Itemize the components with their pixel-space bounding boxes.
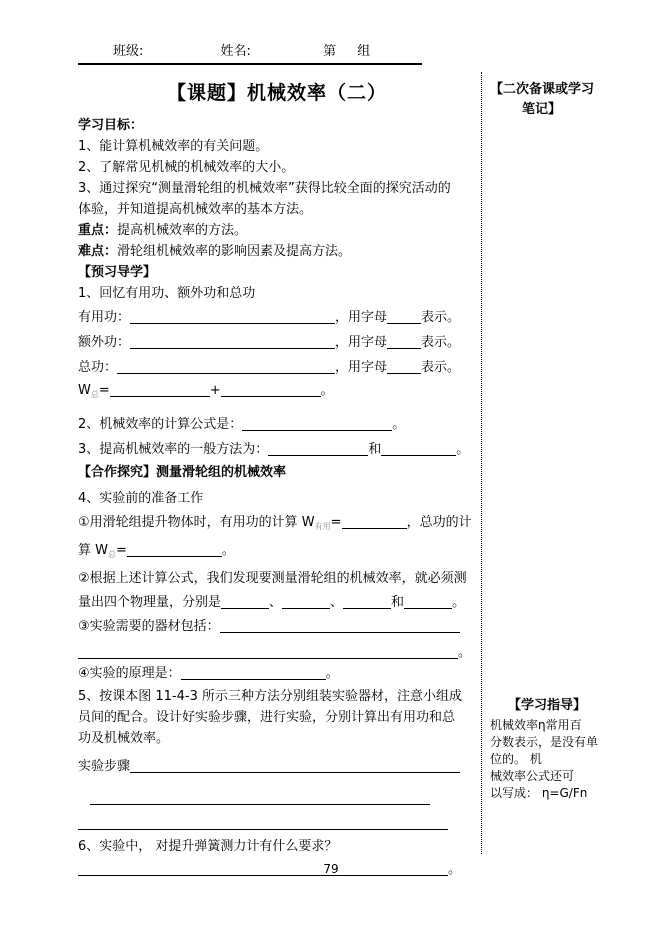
text: =	[330, 515, 342, 530]
subscript-text: 总	[90, 390, 99, 399]
sidebar-notes-title	[490, 80, 658, 120]
text: 2、机械效率的计算公式是：	[78, 417, 243, 432]
text: =	[98, 383, 110, 398]
text: ①用滑轮组提升物体时，有用功的计算 W	[78, 515, 315, 530]
fill-in-blank[interactable]	[387, 309, 421, 324]
bold-text: 重点：	[78, 223, 118, 238]
text: ，用字母	[335, 335, 388, 350]
bold-text: 【合作探究】测量滑轮组的机械效率	[78, 465, 287, 480]
fill-in-blank[interactable]	[181, 665, 326, 680]
fill-in-blank[interactable]	[221, 594, 269, 609]
sidebar-study-guide	[490, 697, 658, 802]
content-line	[78, 512, 476, 537]
content-line	[78, 199, 476, 220]
text: 、	[330, 595, 344, 610]
sidebar	[490, 80, 658, 802]
fill-in-blank[interactable]	[130, 334, 335, 349]
subscript-text: 总	[108, 550, 116, 559]
fill-in-blank[interactable]	[242, 416, 392, 431]
notes-title-line2: 笔记】	[522, 102, 562, 117]
content-line	[78, 642, 476, 663]
text: 。	[221, 543, 235, 558]
content-line	[78, 136, 476, 157]
content-line	[78, 663, 476, 684]
guide-line: 位的。 机	[490, 752, 542, 766]
text: 算 W	[78, 543, 108, 558]
subscript-text: 有用	[314, 522, 331, 531]
text: 。	[392, 417, 406, 432]
content-line	[78, 616, 476, 637]
content-line	[78, 178, 476, 199]
content-line	[78, 728, 476, 749]
text: 额外功：	[78, 335, 131, 350]
text: ，用字母	[335, 310, 388, 325]
content-line	[78, 115, 476, 136]
content-line	[78, 592, 476, 613]
text: 体验，并知道提高机械效率的基本方法。	[78, 202, 313, 217]
group-prefix-label: 第	[323, 44, 337, 59]
content-line	[78, 414, 476, 435]
guide-line: 分数表示，是没有单	[490, 735, 599, 749]
text: 、	[269, 595, 283, 610]
page-title: 【课题】机械效率（二）	[166, 82, 387, 104]
text: =	[116, 543, 127, 558]
text: 1、能计算机械效率的有关问题。	[78, 139, 269, 154]
header	[0, 40, 662, 59]
text: 实验步骤	[78, 759, 131, 774]
text: 。	[325, 666, 339, 681]
fill-in-blank[interactable]	[282, 594, 330, 609]
text: 6、实验中， 对提升弹簧测力计有什么要求？	[78, 839, 338, 854]
fill-in-blank[interactable]	[117, 359, 335, 374]
content-line	[78, 462, 476, 483]
bold-text: 学习目标：	[78, 118, 144, 133]
text: 表示。	[421, 310, 461, 325]
text: 表示。	[421, 335, 461, 350]
notes-title-line1: 【二次备课或学习	[490, 82, 595, 97]
text: ，用字母	[335, 360, 388, 375]
text: 表示。	[421, 360, 461, 375]
text: ②根据上述计算公式，我们发现要测量滑轮组的机械效率，就必须测	[78, 571, 467, 586]
guide-title: 【学习指导】	[508, 698, 587, 713]
text: +	[209, 383, 221, 398]
fill-in-blank[interactable]	[127, 542, 222, 557]
content-lines	[78, 115, 476, 880]
content-line	[78, 540, 476, 565]
fill-in-blank[interactable]	[78, 644, 458, 659]
content-line	[78, 488, 476, 509]
text: 和	[391, 595, 405, 610]
fill-in-blank[interactable]	[78, 815, 448, 830]
fill-in-blank[interactable]	[221, 382, 321, 397]
fill-in-blank[interactable]	[130, 758, 460, 773]
content-line	[78, 357, 476, 378]
guide-line: 械效率公式还可	[490, 769, 575, 783]
fill-in-blank[interactable]	[342, 514, 407, 529]
fill-in-blank[interactable]	[130, 309, 335, 324]
text: 。	[456, 442, 470, 457]
fill-in-blank[interactable]	[110, 382, 210, 397]
text: 3、提高机械效率的一般方法为：	[78, 442, 269, 457]
text: 总功：	[78, 360, 118, 375]
class-label: 班级:	[113, 44, 144, 59]
text: 提高机械效率的方法。	[117, 223, 248, 238]
group-suffix-label: 组	[357, 44, 371, 59]
fill-in-blank[interactable]	[387, 359, 421, 374]
content-line	[78, 686, 476, 707]
fill-in-blank[interactable]	[268, 441, 368, 456]
text: 滑轮组机械效率的影响因素及提高方法。	[117, 244, 352, 259]
fill-in-blank[interactable]	[90, 790, 430, 805]
content-line	[78, 813, 476, 834]
bold-text: 【预习导学】	[78, 265, 157, 280]
fill-in-blank[interactable]	[381, 441, 456, 456]
bold-text: 难点：	[78, 244, 118, 259]
text: 1、回忆有用功、额外功和总功	[78, 286, 256, 301]
text: 员间的配合。设计好实验步骤，进行实验，分别计算出有用功和总	[78, 710, 456, 725]
text: 。	[448, 862, 462, 877]
text: 5、按课本图 11-4-3 所示三种方法分别组装实验器材，注意小组成	[78, 689, 463, 704]
text: 量出四个物理量，分别是	[78, 595, 222, 610]
name-label: 姓名:	[220, 44, 251, 59]
text: 3、通过探究“测量滑轮组的机械效率”获得比较全面的探究活动的	[78, 181, 451, 196]
text: ③实验需要的器材包括：	[78, 619, 220, 634]
text: 有用功：	[78, 310, 131, 325]
fill-in-blank[interactable]	[343, 594, 391, 609]
content-line	[78, 707, 476, 728]
content-line	[78, 788, 476, 809]
header-rule	[78, 63, 422, 65]
content-line	[78, 283, 476, 304]
text: 4、实验前的准备工作	[78, 491, 204, 506]
text: ，总功的计	[406, 515, 472, 530]
content-line	[78, 241, 476, 262]
page-number: 79	[323, 862, 339, 876]
content-line	[78, 157, 476, 178]
text: 。	[458, 645, 472, 660]
text: 和	[368, 442, 382, 457]
content-line	[78, 220, 476, 241]
guide-line: 以写成： η=G/Fn	[490, 786, 588, 800]
guide-line: 机械效率η常用百	[490, 718, 582, 732]
text: 功及机械效率。	[78, 731, 170, 746]
fill-in-blank[interactable]	[220, 618, 460, 633]
content-line	[78, 332, 476, 353]
text: W	[78, 383, 91, 398]
fill-in-blank[interactable]	[404, 594, 452, 609]
content-line	[78, 756, 476, 777]
column-divider-dotted-line	[481, 72, 482, 854]
main-content	[78, 70, 476, 880]
fill-in-blank[interactable]	[387, 334, 421, 349]
content-line	[78, 380, 476, 405]
content-line	[78, 568, 476, 589]
text: 2、了解常见机械的机械效率的大小。	[78, 160, 295, 175]
content-line	[78, 262, 476, 283]
content-line	[78, 836, 476, 857]
content-line	[78, 439, 476, 460]
guide-lines	[490, 717, 658, 802]
text: ④实验的原理是：	[78, 666, 181, 681]
text: 。	[452, 595, 466, 610]
content-line	[78, 307, 476, 328]
text: 。	[320, 383, 334, 398]
